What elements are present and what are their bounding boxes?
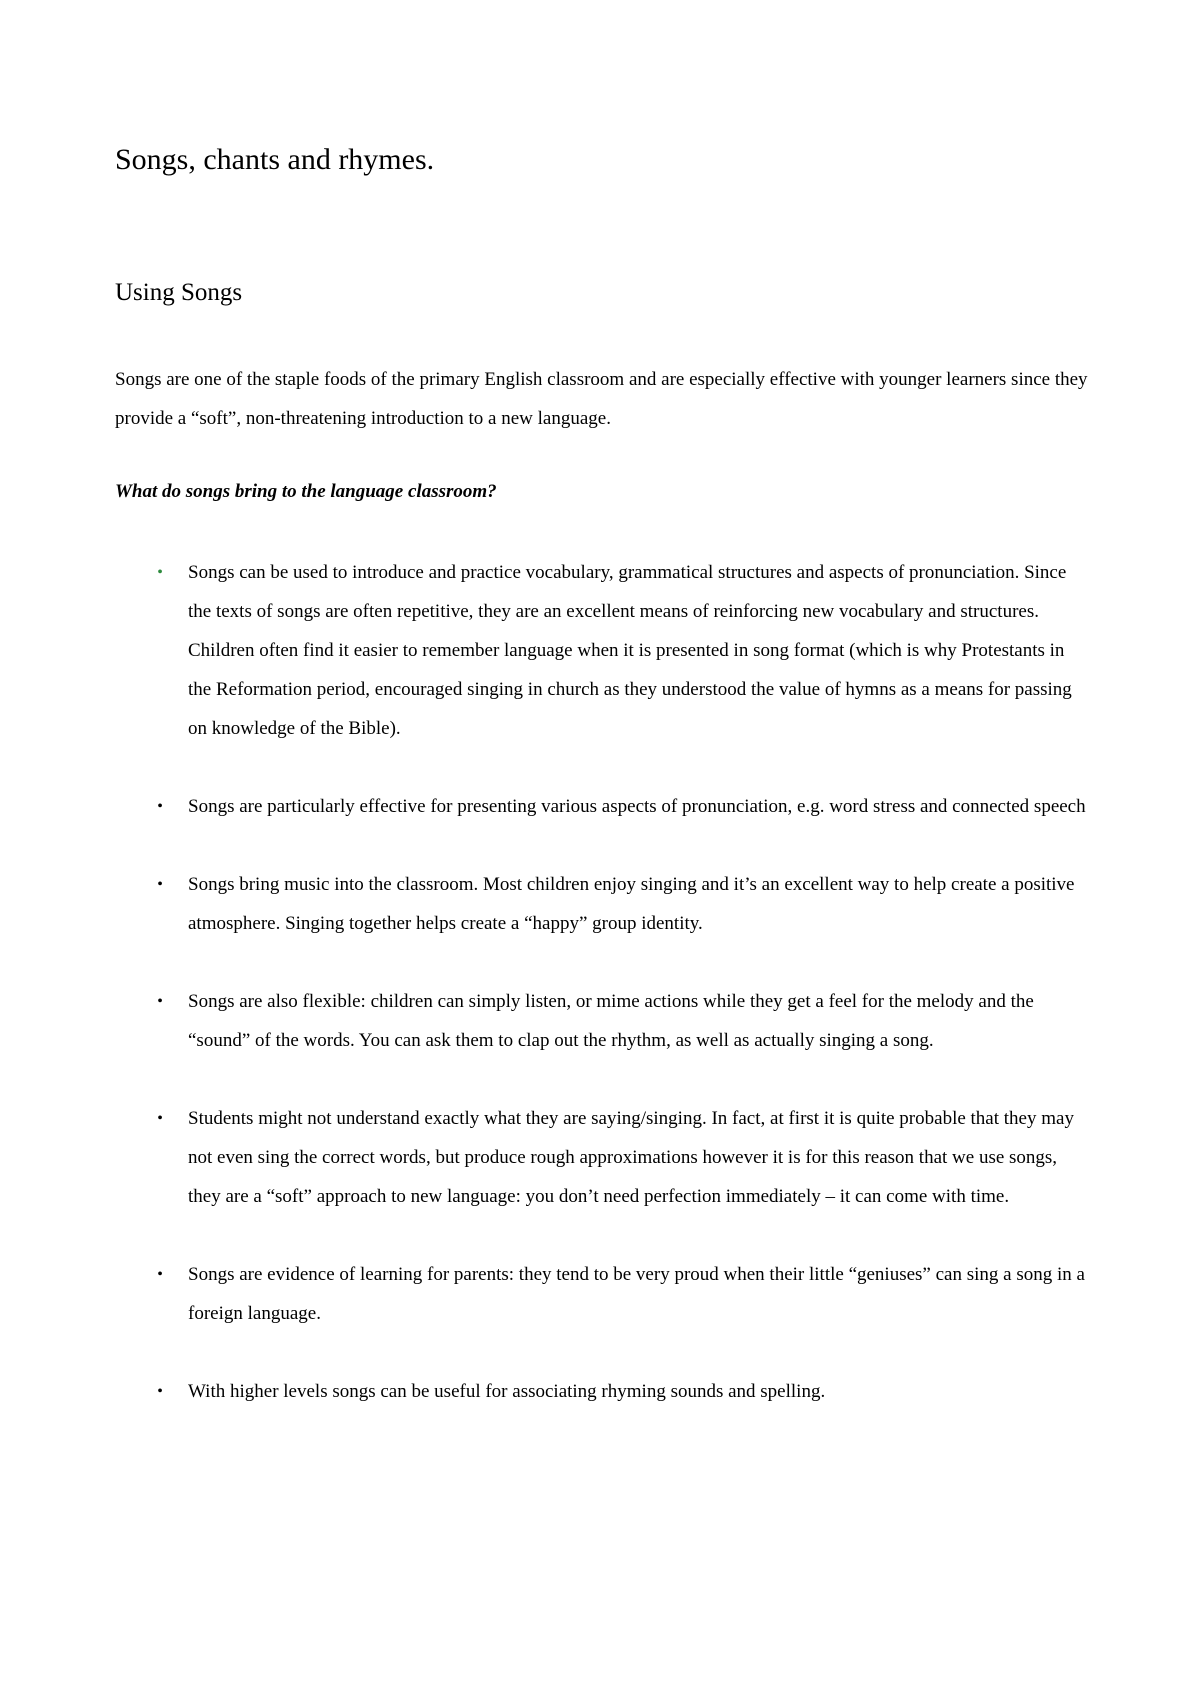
list-item-text: Songs are evidence of learning for parents: they tend to be very proud when their little “geniuses” can sing a song in a foreign language. xyxy=(188,1264,1085,1324)
list-item xyxy=(115,865,1090,943)
bullet-icon: • xyxy=(157,798,163,815)
list-item xyxy=(115,1255,1090,1333)
list-item-text: Songs are particularly effective for presenting various aspects of pronunciation, e.g. word stress and connected speech xyxy=(188,796,1086,817)
list-item-text: Songs bring music into the classroom. Most children enjoy singing and it’s an excellent way to help create a positive atmosphere. Singing together helps create a “happy” group identity. xyxy=(188,874,1075,934)
list-item-text: With higher levels songs can be useful for associating rhyming sounds and spelling. xyxy=(188,1381,826,1402)
bullet-icon: • xyxy=(157,1266,163,1283)
list-item-text: Songs can be used to introduce and practice vocabulary, grammatical structures and aspects of pronunciation. Since the texts of songs are often repetitive, they are an excellent means of reinforcing new vocabulary and structures. Children often find it easier to remember language when it is presented in song format (which is why Protestants in the Reformation period, encouraged singing in church as they understood the value of hymns as a means for passing on knowledge of the Bible). xyxy=(188,562,1072,739)
list-item xyxy=(115,1372,1090,1411)
intro-paragraph: Songs are one of the staple foods of the primary English classroom and are especially effective with younger learners since they provide a “soft”, non-threatening introduction to a new language. xyxy=(115,369,1088,429)
bullet-icon: • xyxy=(157,1110,163,1127)
list-item xyxy=(115,1099,1090,1216)
bullet-icon: • xyxy=(157,1383,163,1400)
bullet-icon: • xyxy=(157,876,163,893)
question-heading: What do songs bring to the language classroom? xyxy=(115,481,497,502)
list-item xyxy=(115,982,1090,1060)
bullet-icon: • xyxy=(157,993,163,1010)
list-item-text: Students might not understand exactly what they are saying/singing. In fact, at first it is quite probable that they may not even sing the correct words, but produce rough approximations however it is for this reason that we use songs, they are a “soft” approach to new language: you don’t need perfection immediately – it can come with time. xyxy=(188,1108,1074,1207)
bullet-list xyxy=(115,553,1090,1450)
list-item xyxy=(115,787,1090,826)
list-item-text: Songs are also flexible: children can simply listen, or mime actions while they get a feel for the melody and the “sound” of the words. You can ask them to clap out the rhythm, as well as actually singing a song. xyxy=(188,991,1034,1051)
list-item xyxy=(115,553,1090,748)
bullet-icon: • xyxy=(157,564,163,581)
section-heading: Using Songs xyxy=(115,279,243,306)
document-title: Songs, chants and rhymes. xyxy=(115,143,435,176)
